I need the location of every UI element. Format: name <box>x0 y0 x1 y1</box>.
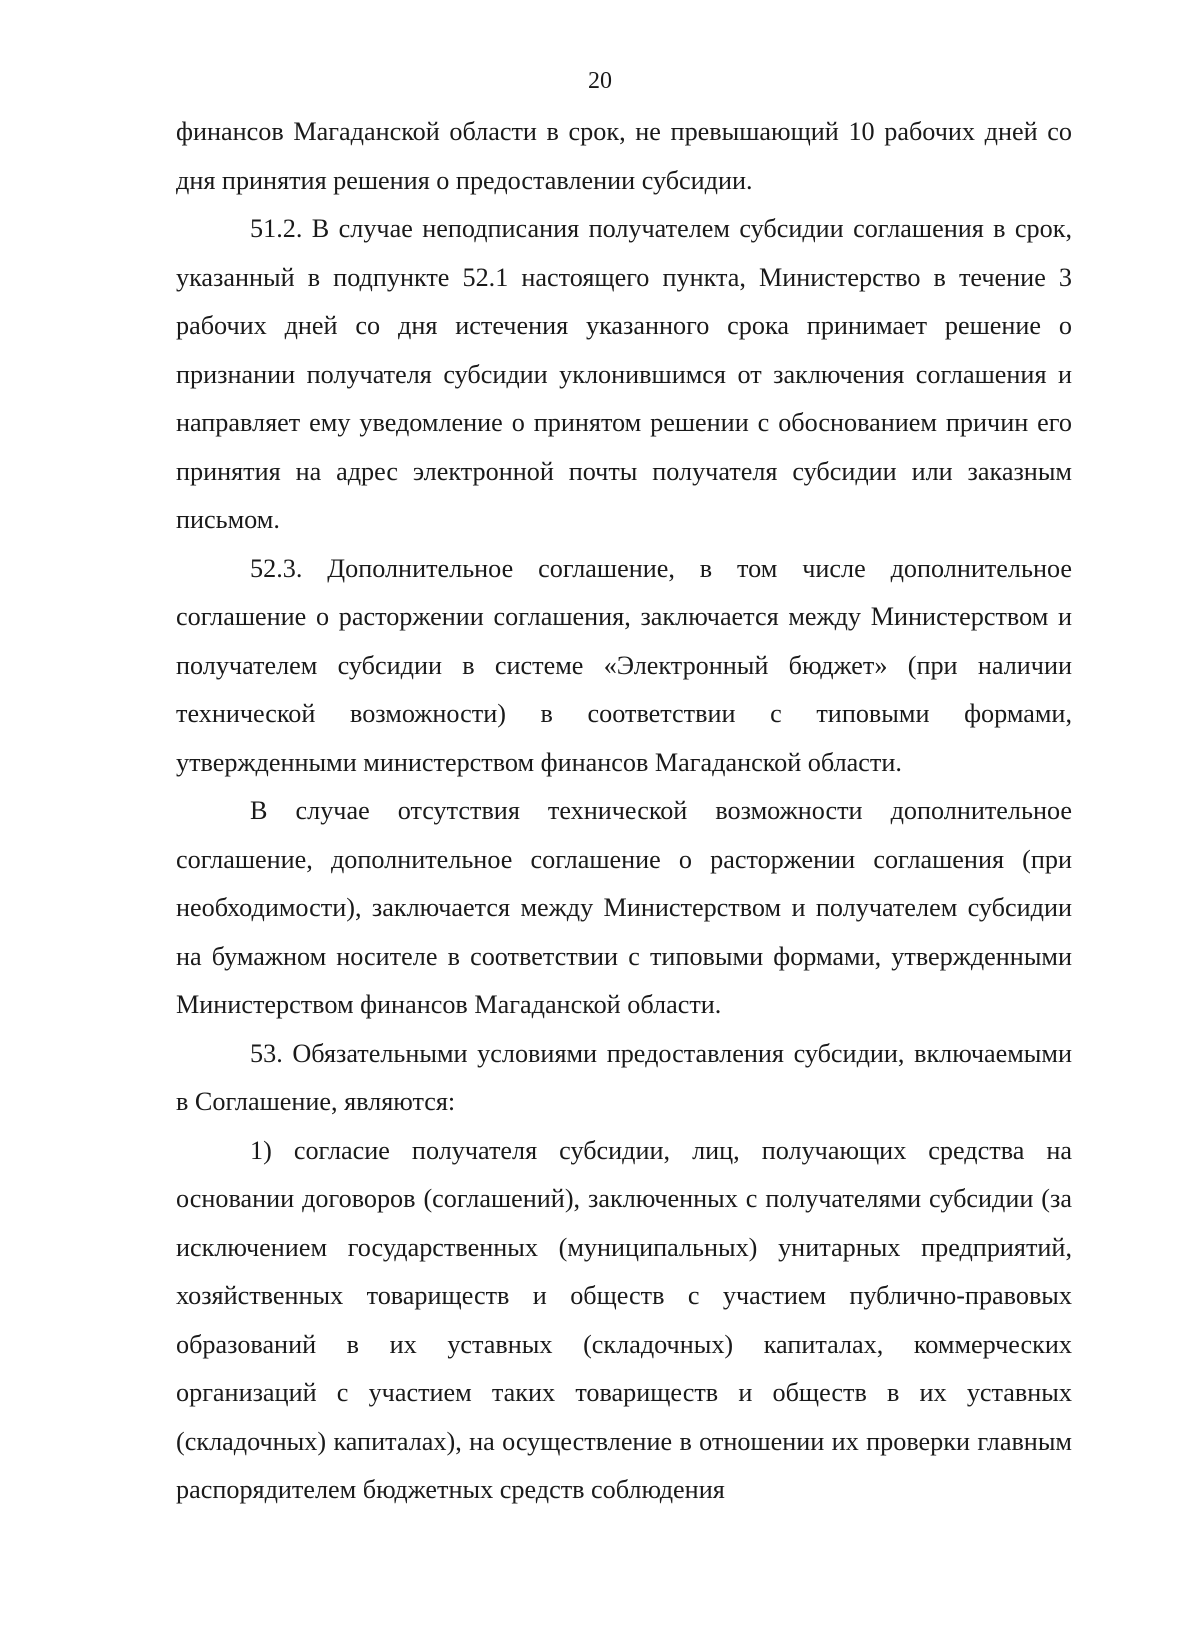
paragraph-53-item-1: 1) согласие получателя субсидии, лиц, получающих средства на основании договоров (соглашений), заключенных с получателями субсидии (за исключением государственных (муниципальных) унитарных предприятий, хозяйственных товариществ и обществ с участием публично-правовых образований в их уставных (складочных) капиталах, коммерческих организаций с участием таких товариществ и обществ в их уставных (складочных) капиталах), на осуществление в отношении их проверки главным распорядителем бюджетных средств соблюдения <box>176 1135 1072 1504</box>
paragraph-no-technical-possibility: В случае отсутствия технической возможности дополнительное соглашение, дополнительное соглашение о расторжении соглашения (при необходимости), заключается между Министерством и получателем субсидии на бумажном носителе в соответствии с типовыми формами, утвержденными Министерством финансов Магаданской области. <box>176 796 1072 1019</box>
paragraph-continuation: финансов Магаданской области в срок, не превышающий 10 рабочих дней со дня принятия решения о предоставлении субсидии. <box>176 117 1072 195</box>
page-number: 20 <box>588 68 612 94</box>
document-body <box>176 108 1072 1515</box>
paragraph-52-3: 52.3. Дополнительное соглашение, в том числе дополнительное соглашение о расторжении соглашения, заключается между Министерством и получателем субсидии в системе «Электронный бюджет» (при наличии технической возможности) в соответствии с типовыми формами, утвержденными министерством финансов Магаданской области. <box>176 553 1072 777</box>
paragraph-53: 53. Обязательными условиями предоставления субсидии, включаемыми в Соглашение, являются: <box>176 1038 1072 1116</box>
paragraph-51-2: 51.2. В случае неподписания получателем субсидии соглашения в срок, указанный в подпункте 52.1 настоящего пункта, Министерство в течение 3 рабочих дней со дня истечения указанного срока принимает решение о признании получателя субсидии уклонившимся от заключения соглашения и направляет ему уведомление о принятом решении с обоснованием причин его принятия на адрес электронной почты получателя субсидии или заказным письмом. <box>176 214 1072 534</box>
